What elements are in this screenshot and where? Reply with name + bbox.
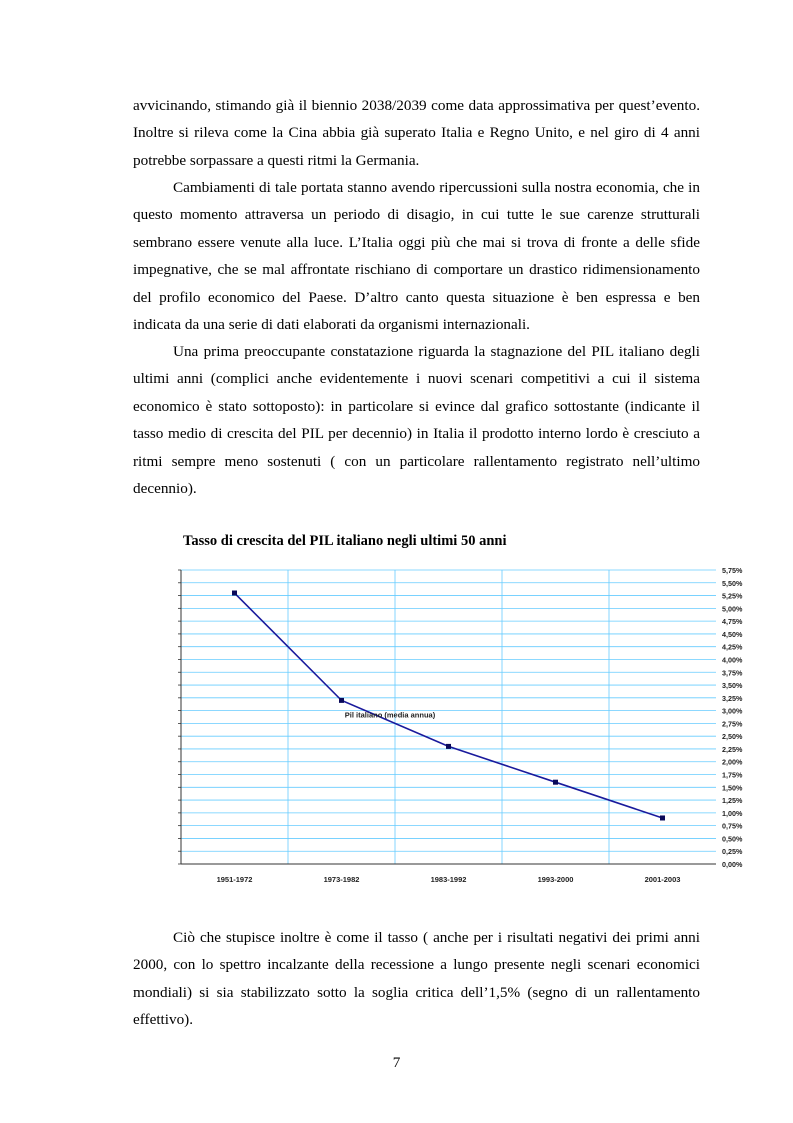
y-tick-label: 0,50% xyxy=(722,834,743,844)
y-tick-label: 1,00% xyxy=(722,808,743,818)
paragraph-1: avvicinando, stimando già il biennio 2038/2039 come data approssimativa per quest’evento. Inoltre si rileva come la Cina abbia già superato Italia e Regno Unito, e nel giro di 4 anni potrebbe sorpassare a questi ritmi la Germania. xyxy=(133,97,700,169)
y-tick-label: 0,00% xyxy=(722,860,743,869)
data-point xyxy=(553,780,558,785)
y-tick-label: 2,25% xyxy=(722,744,743,754)
y-tick-label: 5,50% xyxy=(722,578,743,588)
y-tick-label: 1,75% xyxy=(722,770,743,780)
data-point xyxy=(446,744,451,749)
y-tick-label: 5,25% xyxy=(722,591,743,601)
x-tick-label: 1993-2000 xyxy=(537,875,574,884)
y-tick-label: 0,75% xyxy=(722,821,743,831)
y-tick-label: 4,50% xyxy=(722,629,743,639)
chart-title: Tasso di crescita del PIL italiano negli ultimi 50 anni xyxy=(183,533,507,549)
paragraph-2: Cambiamenti di tale portata stanno avendo ripercussioni sulla nostra economia, che in questo momento attraversa un periodo di disagio, in cui tutte le sue carenze strutturali sembrano essere venute alla luce. L’Italia oggi più che mai si trova di fronte a delle sfide impegnative, che se mal affrontate rischiano di comportare un drastico ridimensionamento del profilo economico del Paese. D’altro canto questa situazione è ben espressa e ben indicata da una serie di dati elaborati da organismi internazionali. xyxy=(133,179,700,334)
paragraph-3: Una prima preoccupante constatazione riguarda la stagnazione del PIL italiano degli ultimi anni (complici anche evidentemente i nuovi scenari competitivi a cui il sistema economico è stato sottoposto): in particolare si evince dal grafico sottostante (indicante il tasso medio di crescita del PIL per decennio) in Italia il prodotto interno lordo è cresciuto a ritmi sempre meno sostenuti ( con un particolare rallentamento registrato nell’ultimo decennio). xyxy=(133,343,700,498)
y-tick-label: 2,50% xyxy=(722,732,743,742)
x-tick-label: 1951-1972 xyxy=(216,875,253,884)
chart-svg xyxy=(176,562,756,892)
y-tick-label: 3,75% xyxy=(722,668,743,678)
y-tick-label: 3,50% xyxy=(722,681,743,691)
y-tick-label: 2,00% xyxy=(722,757,743,767)
y-tick-label: 1,25% xyxy=(722,796,743,806)
data-point xyxy=(339,698,344,703)
plot-area xyxy=(181,570,716,864)
data-point xyxy=(232,591,237,596)
series-label: Pil italiano (media annua) xyxy=(344,710,436,720)
x-tick-label: 2001-2003 xyxy=(644,875,681,884)
y-tick-label: 3,00% xyxy=(722,706,743,716)
y-tick-label: 4,75% xyxy=(722,617,743,627)
page-number: 7 xyxy=(392,1054,401,1071)
data-point xyxy=(660,815,665,820)
x-tick-label: 1973-1982 xyxy=(323,875,360,884)
y-tick-label: 5,75% xyxy=(722,566,743,575)
y-tick-label: 1,50% xyxy=(722,783,743,793)
paragraph-4: Ciò che stupisce inoltre è come il tasso ( anche per i risultati negativi dei primi anni 2000, con lo spettro incalzante della recessione a lungo presente negli scenari economici mondiali) si sia stabilizzato sotto la soglia critica dell’1,5% (segno di un rallentamento effettivo). xyxy=(133,929,700,1029)
y-tick-label: 0,25% xyxy=(722,847,743,857)
y-tick-label: 2,75% xyxy=(722,719,743,729)
x-tick-label: 1983-1992 xyxy=(430,875,467,884)
y-tick-label: 4,25% xyxy=(722,642,743,652)
y-tick-label: 5,00% xyxy=(722,604,743,614)
y-tick-label: 3,25% xyxy=(722,693,743,703)
y-tick-label: 4,00% xyxy=(722,655,743,665)
gdp-growth-chart xyxy=(176,562,756,892)
